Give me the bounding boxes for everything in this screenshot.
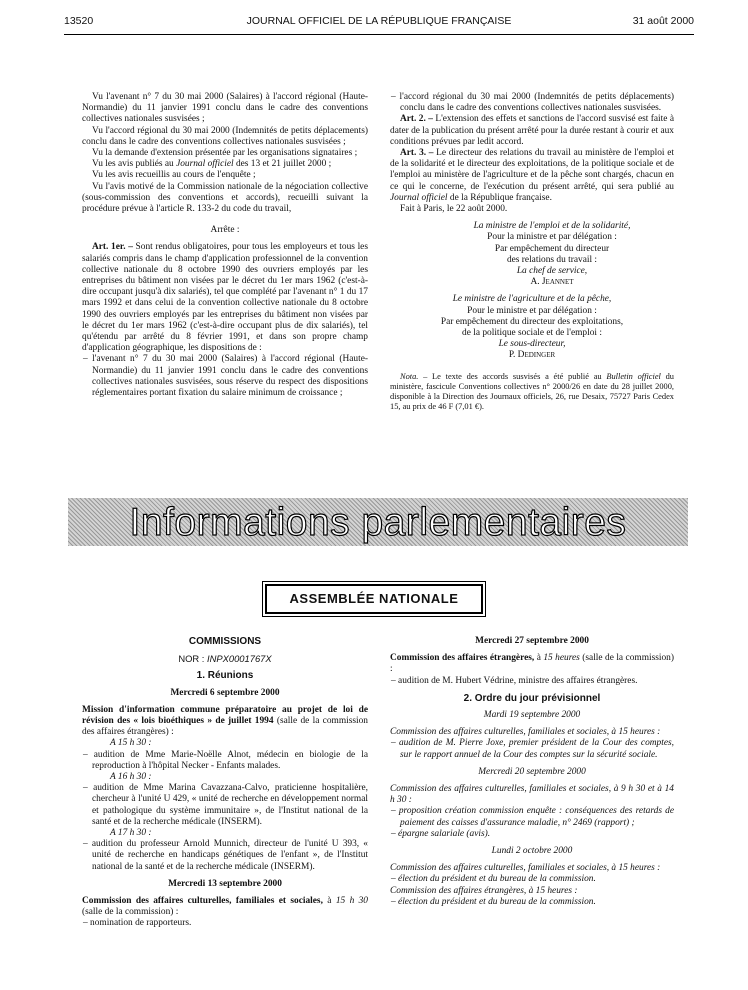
agenda-item: – épargne salariale (avis). (391, 828, 491, 839)
nor-reference: NOR : INPX0001767X (178, 653, 272, 665)
commission-entry: Commission des affaires culturelles, familiales et sociales, à 9 h 30 et à 14 h 30 : (390, 784, 674, 806)
paragraph: Vu l'avis motivé de la Commission nationale de la négociation collective (sous-commission des conventions et accords), recueilli suivant la procédure prévue à l'article R. 133-2 du code du travail, (82, 181, 368, 215)
signatory-name: P. Dedinger (508, 350, 556, 361)
journal-title: JOURNAL OFFICIEL DE LA RÉPUBLIQUE FRANÇAISE (246, 15, 512, 27)
header-rule (64, 34, 694, 35)
date-heading: Mercredi 6 septembre 2000 (170, 687, 280, 698)
commission-entry: Commission des affaires étrangères, à 15 heures : (390, 885, 578, 896)
agenda-item: – audition de Mme Marie-Noëlle Alnot, médecin en biologie de la reproduction à l'hôpital Necker - Enfants malades. (83, 749, 368, 771)
paragraph: Vu les avis publiés au Journal officiel des 13 et 21 juillet 2000 ; (92, 159, 332, 170)
arrete-heading: Arrête : (210, 225, 240, 236)
date-heading: Mercredi 13 septembre 2000 (168, 878, 282, 889)
commission-entry: Commission des affaires culturelles, familiales et sociales, à 15 heures : (390, 863, 661, 874)
paragraph: Vu les avis recueillis au cours de l'enquête ; (92, 170, 256, 181)
date-heading: Mardi 19 septembre 2000 (483, 710, 581, 721)
article-2: Art. 2. – L'extension des effets et sanctions de l'accord susvisé est faite à dater de la publication du présent arrêté pour la durée restant à courir et aux conditions prévues par ledit accord. (390, 114, 674, 147)
mission-entry: Mission d'information commune préparatoire au projet de loi de révision des « lois bioéthiques » de juillet 1994 (salle de la commission des affaires étrangères) : (82, 704, 368, 738)
agenda-item: – audition du professeur Arnold Munnich, directeur de l'unité U 393, « unité de recherche en handicaps génétiques de l'enfant », de l'Institut national de la santé et de la recherche médicale (INSERM). (83, 839, 368, 872)
page-header (64, 12, 694, 32)
reunions-heading: 1. Réunions (196, 670, 254, 682)
bottom-right-column (390, 636, 674, 908)
agenda-item: – audition de Mme Marina Cavazzana-Calvo, praticienne hospitalière, chercheur à l'unité U 429, « unité de recherche en développement normal et pathologique du système immunitaire », de l'Institut national de la santé et de la recherche médicale (INSERM). (83, 783, 368, 827)
signature-block-2: Le ministre de l'agriculture et de la pêche, Pour le ministre et par délégation : Par empêchement du directeur des exploitations, de la politique sociale et de l'emploi : Le sous-directeur, P. Dedinger (390, 294, 674, 361)
paragraph: Vu la demande d'extension présentée par les organisations signataires ; (92, 148, 358, 159)
agenda-item: – audition de M. Hubert Védrine, ministre des affaires étrangères. (391, 675, 638, 686)
issue-date: 31 août 2000 (632, 15, 694, 27)
time-slot: A 16 h 30 : (110, 772, 152, 783)
commission-entry: Commission des affaires culturelles, familiales et sociales, à 15 h 30 (salle de la commission) : (82, 896, 368, 918)
article-3: Art. 3. – Le directeur des relations du travail au ministère de l'emploi et de la solidarité et le directeur des exploitations, de la politique sociale et de l'emploi au ministère de l'agriculture et de la pêche sont chargés, chacun en ce qui le concerne, de l'exécution du présent arrêté, qui sera publié au Journal officiel de la République française. (390, 148, 674, 203)
paragraph: Vu l'accord régional du 30 mai 2000 (Indemnités de petits déplacements) conclu dans le cadre des conventions collectives nationales susvisées ; (82, 125, 368, 147)
date-heading: Mercredi 27 septembre 2000 (475, 636, 589, 646)
article-1: Art. 1er. – Sont rendus obligatoires, pour tous les employeurs et tous les salariés compris dans le champ d'application professionnel de la convention collective nationale du 8 octobre 1990 des ouvriers employés par les entreprises du bâtiment non visées par le décret du 1er mars 1962 (c'est-à-dire occupant jusqu'à dix salariés), tel que complété par l'avenant n° 1 du 17 mars 1992 et dans celui de la convention collective nationale du 8 octobre 1990 des ouvriers employés par les entreprises du bâtiment non visées par le décret du 1er mars 1962 (c'est-à-dire occupant plus de dix salariés), tel qu'étendu par arrêté du 8 février 1991, et dans son propre champ d'application géographique, les dispositions de : (82, 242, 368, 354)
top-right-column (390, 92, 674, 412)
assemblee-nationale-heading: ASSEMBLÉE NATIONALE (265, 584, 483, 614)
agenda-item: – élection du président et du bureau de la commission. (391, 874, 596, 885)
signature-block-1: La ministre de l'emploi et de la solidarité, Pour la ministre et par délégation : Par empêchement du directeur des relations du travail : La chef de service, A. Jeannet (390, 221, 674, 288)
article-1-item-2: – l'accord régional du 30 mai 2000 (Indemnités de petits déplacements) conclu dans le cadre des conventions collectives nationales susvisées. (391, 92, 674, 114)
commissions-heading: COMMISSIONS (188, 636, 262, 647)
signatory-name: A. Jeannet (530, 277, 574, 288)
nota: Nota. – Le texte des accords susvisés a été publié au Bulletin officiel du ministère, fascicule Conventions collectives n° 2000/26 en date du 28 juillet 2000, disponible à la Direction des Journaux officiels, 26, rue Desaix, 75727 Paris Cedex 15, au prix de 46 F (7,01 €). (390, 371, 674, 411)
date-heading: Mercredi 20 septembre 2000 (478, 766, 586, 777)
banner-title: Informations parlementaires (129, 501, 627, 544)
ordre-du-jour-heading: 2. Ordre du jour prévisionnel (463, 692, 601, 704)
bottom-left-column (82, 636, 368, 930)
agenda-item: – nomination de rapporteurs. (83, 918, 192, 929)
signature-date: Fait à Paris, le 22 août 2000. (400, 204, 508, 215)
page-number: 13520 (64, 15, 94, 27)
time-slot: A 17 h 30 : (110, 828, 152, 839)
commission-entry: Commission des affaires culturelles, familiales et sociales, à 15 heures : (390, 727, 661, 738)
paragraph: Vu l'avenant n° 7 du 30 mai 2000 (Salaires) à l'accord régional (Haute-Normandie) du 11 janvier 1991 conclu dans le cadre des conventions collectives nationales susvisées ; (82, 92, 368, 125)
date-heading: Lundi 2 octobre 2000 (491, 846, 573, 857)
commission-entry: Commission des affaires étrangères, à 15 heures (salle de la commission) : (390, 653, 674, 675)
article-1-item: – l'avenant n° 7 du 30 mai 2000 (Salaires) à l'accord régional (Haute-Normandie) du 11 janvier 1991 conclu dans le cadre des conventions collectives nationales susvisées, sous réserve du respect des dispositions réglementaires portant fixation du salaire minimum de croissance ; (83, 354, 368, 399)
informations-parlementaires-banner (68, 498, 688, 546)
agenda-item: – élection du président et du bureau de la commission. (391, 896, 596, 907)
agenda-item: – proposition création commission enquête : conséquences des retards de paiement des caisses d'assurance maladie, n° 2469 (rapport) ; (391, 806, 674, 828)
agenda-item: – audition de M. Pierre Joxe, premier président de la Cour des comptes, sur le rapport annuel de la Cour des comptes sur la sécurité sociale. (391, 738, 674, 760)
top-left-column (82, 92, 368, 399)
time-slot: A 15 h 30 : (110, 738, 152, 749)
